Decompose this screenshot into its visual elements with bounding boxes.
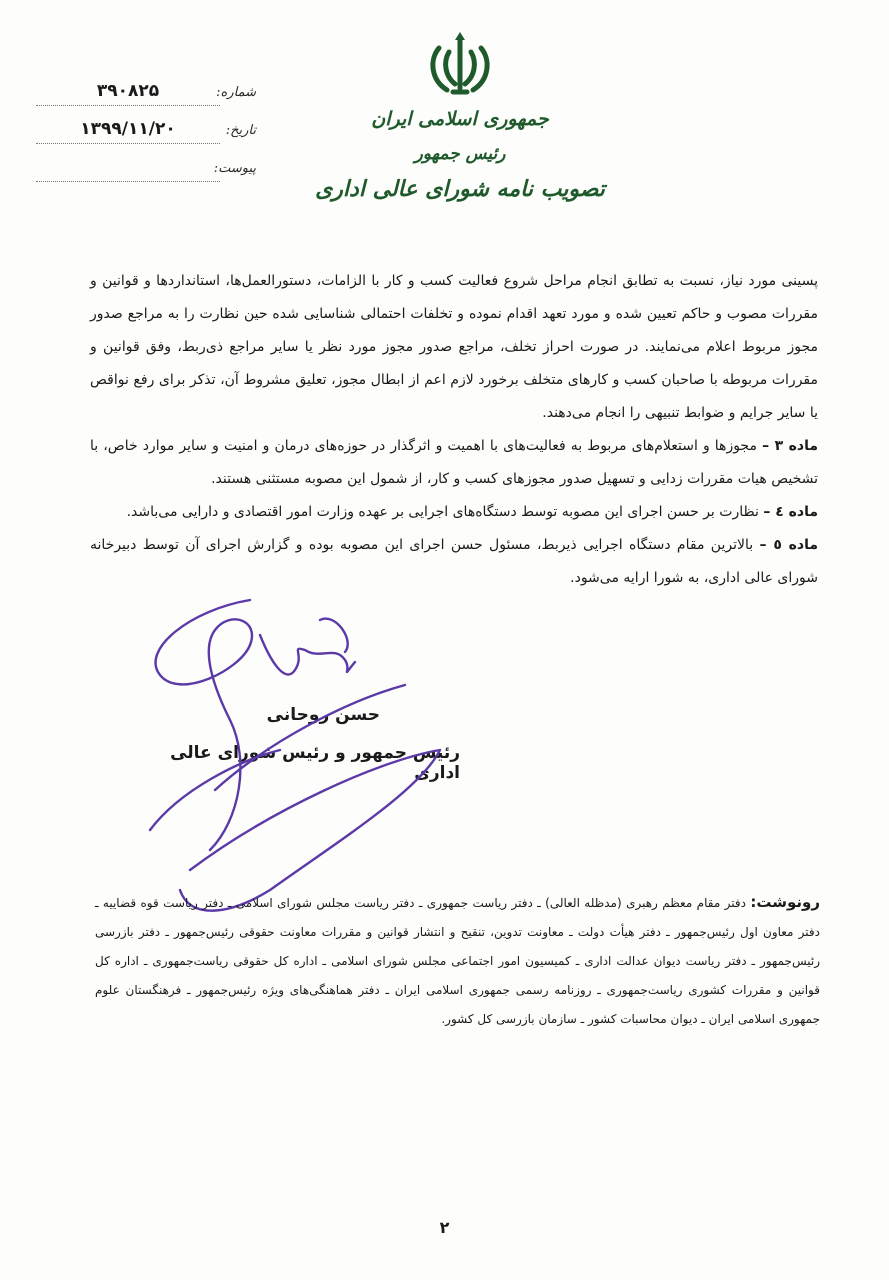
number-label: شماره: (216, 85, 256, 100)
office-name: رئیس جمهور (414, 144, 506, 164)
attachment-row (36, 144, 256, 182)
signer-title: رئیس جمهور و رئیس شورای عالی اداری (170, 743, 460, 783)
article-4-title: ماده ٤ – (763, 504, 818, 520)
article-5 (90, 529, 818, 595)
cc-recipients: دفتر مقام معظم رهبری (مدظله العالی) ـ دفتر ریاست جمهوری ـ دفتر ریاست مجلس شورای اسلامی ـ دفتر ریاست قوه قضاییه ـ دفتر معاون اول رئیس‌جمهور ـ دفتر هیأت دولت ـ معاونت تدوین، تنقیح و انتشار قوانین و مقررات معاونت حقوقی رئیس‌جمهور ـ دفتر بازرسی رئیس‌جمهور ـ دفتر ریاست دیوان عدالت اداری ـ کمیسیون امور اجتماعی مجلس شورای اسلامی ـ اداره کل حقوقی ریاست‌جمهوری ـ اداره کل قوانین و مقررات کشوری ریاست‌جمهوری ـ روزنامه رسمی جمهوری اسلامی ایران ـ دفتر هماهنگی‌های ویژه رئیس‌جمهور ـ فرهنگستان علوم جمهوری اسلامی ایران ـ دیوان محاسبات کشور ـ سازمان بازرسی کل کشور. (95, 896, 820, 1026)
signer-name: حسن روحانی (266, 705, 380, 725)
country-name: جمهوری اسلامی ایران (371, 108, 549, 130)
letterhead (280, 22, 640, 232)
cc-label: رونوشت: (750, 893, 820, 911)
attachment-value (36, 157, 220, 182)
article-4-text: نظارت بر حسن اجرای این مصوبه توسط دستگاه‌های اجرایی بر عهده وزارت امور اقتصادی و دارایی می‌باشد. (126, 504, 759, 520)
article-3-text: مجوزها و استعلام‌های مربوط به فعالیت‌های با اهمیت و اثرگذار در حوزه‌های درمان و امنیت و سایر موارد خاص، با تشخیص هیات مقررات زدایی و تسهیل صدور مجوزهای کسب و کار، از شمول این مصوبه مستثنی هستند. (90, 438, 818, 487)
document-type-title: تصویب نامه شورای عالی اداری (315, 176, 605, 202)
cc-block (95, 888, 820, 1034)
date-label: تاریخ: (225, 123, 256, 138)
article-3-title: ماده ۳ – (762, 438, 819, 454)
letter-meta (36, 68, 256, 182)
intro-paragraph: پسینی مورد نیاز، نسبت به تطابق انجام مراحل شروع فعالیت کسب و کار با الزامات، دستورالعمل‌ها، استانداردها و قوانین و مقررات مصوب و حاکم تعیین شده و مورد تعهد اقدام نموده و تخلفات احتمالی شناسایی شده حین نظارت را به مراجع صدور مجوز مربوط اعلام می‌نمایند. در صورت احراز تخلف، مراجع صدور مجوز مورد نظر یا سایر مراجع ذی‌ربط، وفق قوانین و مقررات مربوطه با صاحبان کسب و کارهای متخلف برخورد لازم اعم از ابطال مجوز، تعلیق مشروط آن، تذکر برای رفع نواقص یا سایر جرایم و ضوابط تنبیهی را انجام می‌دهند. (90, 273, 818, 421)
date-value: ۱۳۹۹/۱۱/۲۰ (36, 119, 220, 144)
handwritten-signature (120, 590, 450, 930)
letter-body (90, 265, 818, 595)
iran-emblem-icon (425, 30, 495, 100)
article-4 (90, 496, 818, 529)
page-number: ۲ (439, 1218, 450, 1237)
article-5-text: بالاترین مقام دستگاه اجرایی ذیربط، مسئول حسن اجرای این مصوبه بوده و گزارش اجرای آن توسط دبیرخانه شورای عالی اداری، به شورا ارایه می‌شود. (90, 537, 818, 586)
number-value: ۳۹۰۸۲۵ (36, 81, 220, 106)
attachment-label: پیوست: (213, 161, 256, 176)
article-3 (90, 430, 818, 496)
number-row (36, 68, 256, 106)
date-row (36, 106, 256, 144)
article-5-title: ماده ٥ – (759, 537, 819, 553)
